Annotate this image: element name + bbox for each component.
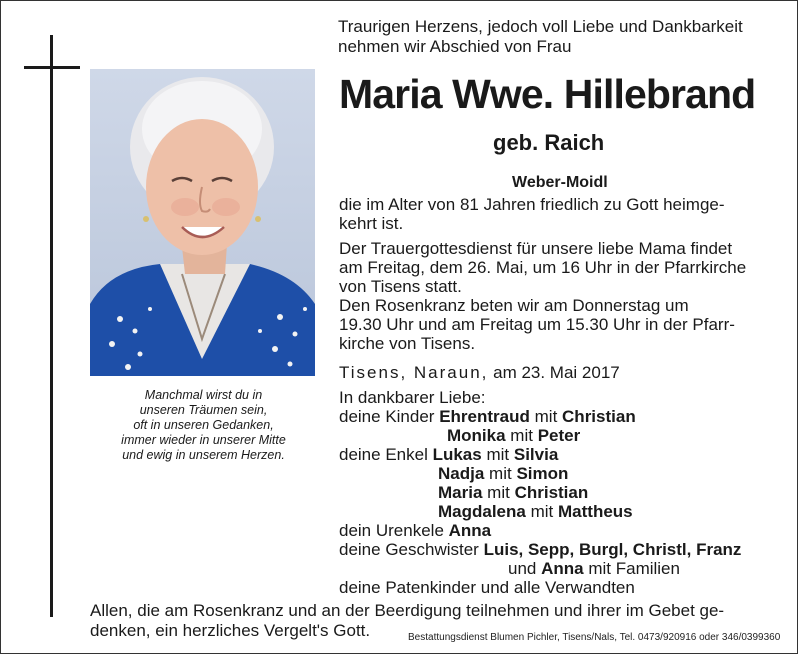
place-date <box>339 363 620 383</box>
siblings-row <box>339 540 741 559</box>
joiner: und <box>508 559 537 578</box>
mourner-name: Lukas <box>432 445 482 464</box>
paragraph-line: am Freitag, dem 26. Mai, um 16 Uhr in der Pfarrkirche <box>339 258 747 277</box>
siblings-suffix: mit Familien <box>588 559 680 578</box>
mourner-name: Magdalena <box>438 502 526 521</box>
portrait-photo <box>90 69 315 376</box>
siblings-row-cont <box>508 559 680 578</box>
thanks-line: denken, ein herzliches Vergelt's Gott. <box>90 621 371 640</box>
paragraph-line: kehrt ist. <box>339 214 404 233</box>
grandchildren-row <box>339 445 558 464</box>
place: Tisens, Naraun, <box>339 363 489 382</box>
joiner: mit <box>489 464 512 483</box>
mourner-name: Anna <box>448 521 492 540</box>
paragraph-line: Den Rosenkranz beten wir am Donnerstag um <box>339 296 689 315</box>
grandchildren-row <box>438 483 588 502</box>
quote-line: oft in unseren Gedanken, <box>133 418 274 432</box>
mourner-partner: Simon <box>516 464 569 483</box>
quote-line: immer wieder in unserer Mitte <box>121 433 286 447</box>
quote-line: unseren Träumen sein, <box>139 403 268 417</box>
quote-line: und ewig in unserem Herzen. <box>122 448 285 462</box>
thanks-line: Allen, die am Rosenkranz und an der Beerdigung teilnehmen und ihrer im Gebet ge- <box>90 601 725 620</box>
paragraph-line: die im Alter von 81 Jahren friedlich zu Gott heimge- <box>339 195 725 214</box>
intro-text <box>338 17 743 57</box>
intro-line: Traurigen Herzens, jedoch voll Liebe und Dankbarkeit <box>338 17 743 36</box>
joiner: mit <box>510 426 533 445</box>
grandchildren-row <box>438 502 633 521</box>
paragraph-line: Der Trauergottesdienst für unsere liebe Mama findet <box>339 239 733 258</box>
great-grandchild-label: dein Urenkele <box>339 521 444 540</box>
siblings-names: Luis, Sepp, Burgl, Christl, Franz <box>483 540 742 559</box>
joiner: mit <box>534 407 558 426</box>
paragraph-line: von Tisens statt. <box>339 277 462 296</box>
nickname: Weber-Moidl <box>512 174 608 191</box>
mourners-intro: In dankbarer Liebe: <box>339 388 486 407</box>
godchildren-row: deine Patenkinder und alle Verwandten <box>339 578 635 597</box>
mourner-name: Anna <box>541 559 584 578</box>
grandchildren-label: deine Enkel <box>339 445 428 464</box>
mourner-name: Nadja <box>438 464 485 483</box>
mourner-partner: Mattheus <box>558 502 633 521</box>
cross-icon-bar <box>24 66 80 69</box>
joiner: mit <box>487 483 510 502</box>
children-row <box>447 426 580 445</box>
mourner-name: Maria <box>438 483 483 502</box>
great-grandchild-row <box>339 521 491 540</box>
maiden-name: geb. Raich <box>493 130 605 155</box>
intro-line: nehmen wir Abschied von Frau <box>338 37 572 56</box>
mourner-partner: Christian <box>562 407 636 426</box>
date: am 23. Mai 2017 <box>493 363 620 382</box>
children-label: deine Kinder <box>339 407 435 426</box>
paragraph-line: 19.30 Uhr und am Freitag um 15.30 Uhr in der Pfarr- <box>339 315 735 334</box>
mourner-name: Monika <box>447 426 506 445</box>
funeral-paragraph <box>339 239 746 296</box>
mourner-partner: Silvia <box>513 445 559 464</box>
children-row <box>339 407 636 426</box>
paragraph-line: kirche von Tisens. <box>339 334 476 353</box>
mourner-partner: Christian <box>514 483 589 502</box>
quote-line: Manchmal wirst du in <box>144 388 263 402</box>
funeral-service-footer: Bestattungsdienst Blumen Pichler, Tisens/Nals, Tel. 0473/920916 oder 346/0399360 <box>408 632 781 643</box>
deceased-name: Maria Wwe. Hillebrand <box>339 71 756 117</box>
siblings-label: deine Geschwister <box>339 540 479 559</box>
age-paragraph <box>339 195 725 233</box>
joiner: mit <box>530 502 554 521</box>
cross-icon <box>50 35 53 617</box>
grandchildren-row <box>438 464 568 483</box>
mourner-partner: Peter <box>537 426 581 445</box>
joiner: mit <box>486 445 510 464</box>
rosary-paragraph <box>339 296 735 353</box>
memorial-quote <box>96 388 311 463</box>
mourner-name: Ehrentraud <box>439 407 530 426</box>
